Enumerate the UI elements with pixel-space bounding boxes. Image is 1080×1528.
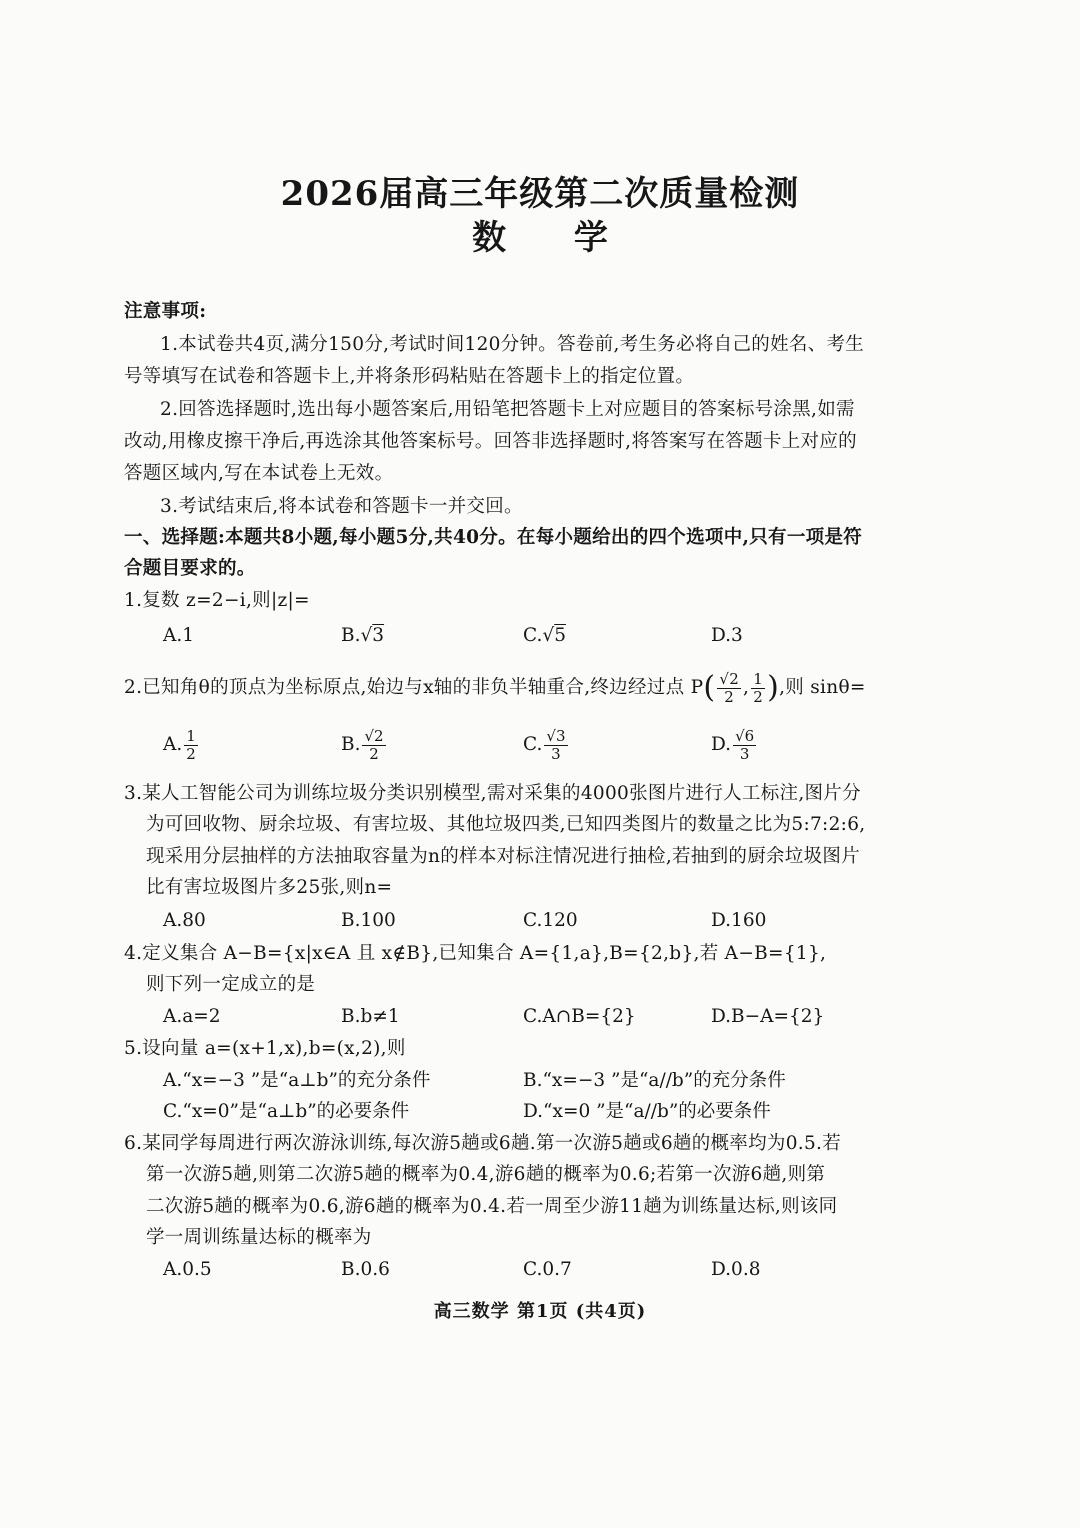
q3-option-c: C.120 — [523, 910, 578, 931]
exam-title: 2026届高三年级第二次质量检测 — [280, 174, 800, 214]
q6-option-a: A.0.5 — [163, 1259, 212, 1280]
page-footer: 高三数学 第1页 (共4页) — [433, 1301, 647, 1322]
q2-option-c: C. $\frac{√3}{3}$ — [523, 726, 566, 763]
q6-option-c: C.0.7 — [523, 1259, 572, 1280]
q2-option-d: D. $\frac{√6}{3}$ — [711, 726, 755, 763]
q4-option-d: D.B−A={2} — [711, 1006, 825, 1027]
q3-option-d: D.160 — [711, 910, 767, 931]
notice-heading: 注意事项: — [124, 301, 207, 322]
question-6-line: 学一周训练量达标的概率为 — [146, 1227, 372, 1248]
question-5-stem: 5.设向量 a=(x+1,x),b=(x,2),则 — [124, 1038, 406, 1059]
section-heading: 一、选择题:本题共8小题,每小题5分,共40分。在每小题给出的四个选项中,只有一项是符 — [124, 527, 863, 548]
question-3-line: 现采用分层抽样的方法抽取容量为n的样本对标注情况进行抽检,若抽到的厨余垃圾图片 — [146, 846, 860, 867]
question-2-stem: 2.已知角θ的顶点为坐标原点,始边与x轴的非负半轴重合,终边经过点 P( $\frac{√2}{2}$ , $\frac{1}{2}$ ),则 sinθ= — [124, 669, 866, 706]
notice-line: 1.本试卷共4页,满分150分,考试时间120分钟。答卷前,考生务必将自己的姓名、考生 — [160, 334, 865, 355]
q4-option-a: A.a=2 — [163, 1006, 221, 1027]
q5-option-c: C.“x=0”是“a⊥b”的必要条件 — [163, 1101, 410, 1122]
question-3-line: 3.某人工智能公司为训练垃圾分类识别模型,需对采集的4000张图片进行人工标注,图片分 — [124, 783, 861, 804]
question-6-line: 第一次游5趟,则第二次游5趟的概率为0.4,游6趟的概率为0.6;若第一次游6趟,则第 — [146, 1164, 826, 1185]
point-x-fraction: $\frac{√2}{2}$ — [719, 669, 740, 706]
section-heading: 合题目要求的。 — [124, 558, 256, 579]
q1-option-c: C.√5 — [523, 625, 566, 646]
question-3-line: 为可回收物、厨余垃圾、有害垃圾、其他垃圾四类,已知四类图片的数量之比为5:7:2:6, — [146, 814, 866, 835]
notice-line: 3.考试结束后,将本试卷和答题卡一并交回。 — [160, 496, 523, 517]
q5-option-d: D.“x=0 ”是“a//b”的必要条件 — [523, 1101, 771, 1122]
notice-line: 答题区域内,写在本试卷上无效。 — [124, 463, 394, 484]
q2-option-a: A. $\frac{1}{2}$ — [163, 726, 196, 763]
q5-option-b: B.“x=−3 ”是“a//b”的充分条件 — [523, 1070, 786, 1091]
q1-option-d: D.3 — [711, 625, 743, 646]
question-3-line: 比有害垃圾图片多25张,则n= — [146, 877, 393, 898]
q4-option-c: C.A∩B={2} — [523, 1006, 636, 1027]
notice-line: 改动,用橡皮擦干净后,再选涂其他答案标号。回答非选择题时,将答案写在答题卡上对应的 — [124, 431, 857, 452]
question-4-line: 则下列一定成立的是 — [146, 974, 316, 995]
question-4-line: 4.定义集合 A−B={x|x∈A 且 x∉B},已知集合 A={1,a},B={2,b},若 A−B={1}, — [124, 943, 827, 964]
question-6-line: 6.某同学每周进行两次游泳训练,每次游5趟或6趟.第一次游5趟或6趟的概率均为0.5.若 — [124, 1133, 841, 1154]
question-6-line: 二次游5趟的概率为0.6,游6趟的概率为0.4.若一周至少游11趟为训练量达标,则该同 — [146, 1196, 838, 1217]
q1-option-a: A.1 — [163, 625, 195, 646]
q4-option-b: B.b≠1 — [341, 1006, 400, 1027]
q1-option-b: B.√3 — [341, 625, 385, 646]
q3-option-a: A.80 — [163, 910, 206, 931]
notice-line: 2.回答选择题时,选出每小题答案后,用铅笔把答题卡上对应题目的答案标号涂黑,如需 — [160, 399, 855, 420]
q3-option-b: B.100 — [341, 910, 396, 931]
q6-option-d: D.0.8 — [711, 1259, 761, 1280]
notice-line: 号等填写在试卷和答题卡上,并将条形码粘贴在答题卡上的指定位置。 — [124, 366, 695, 387]
q2-option-b: B. $\frac{√2}{2}$ — [341, 726, 384, 763]
subject-title: 数 学 — [472, 218, 636, 258]
question-1-stem: 1.复数 z=2−i,则|z|= — [124, 590, 310, 611]
point-y-fraction: $\frac{1}{2}$ — [753, 669, 764, 706]
q6-option-b: B.0.6 — [341, 1259, 390, 1280]
q5-option-a: A.“x=−3 ”是“a⊥b”的充分条件 — [163, 1070, 431, 1091]
